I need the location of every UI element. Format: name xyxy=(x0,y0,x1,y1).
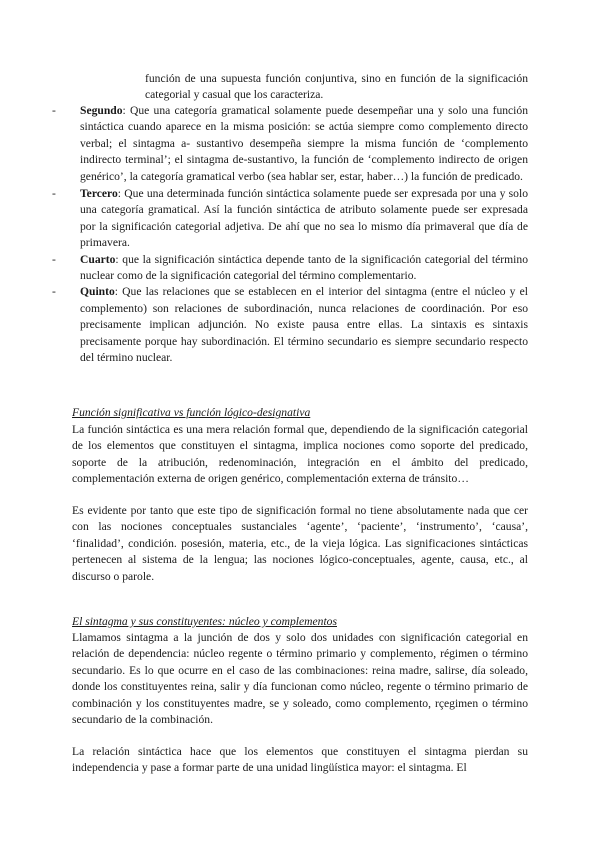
numbered-points-list xyxy=(52,103,528,367)
list-item-text: : Que las relaciones que se establecen en el interior del sintagma (entre el núcleo y el complemento) son relaciones de subordinación, nunca relaciones de coordinación. Por eso precisamente implican adjunción. No existe pausa entre ellas. La sintaxis es sintaxis precisamente porque hay subordinación. El término secundario es siempre secundario respecto del término nuclear. xyxy=(80,285,528,365)
list-item-term: Quinto xyxy=(80,285,115,299)
list-item-text: : Que una categoría gramatical solamente puede desempeñar una y solo una función sintáctica cuando aparece en la misma posición: se actúa siempre como complemento directo verbal; el sintagma a- sustantivo desempeña siempre la misma función de ‘complemento indirecto terminal’; el sintagma de-sustantivo, la función de ‘complemento indirecto de origen genérico’, la categoría gramatical verbo (sea hablar ser, estar, haber…) la función de predicado. xyxy=(80,104,528,183)
section1-paragraph-1: La función sintáctica es una mera relación formal que, dependiendo de la significación categorial de los elementos que constituyen el sintagma, implica nociones como soporte del predicado, soporte de la atribución, redenominación, integración en el ámbito del predicado, complementación externa de origen genérico, complementación externa de tránsito… xyxy=(72,423,528,486)
section1-paragraph-2: Es evidente por tanto que este tipo de significación formal no tiene absolutamente nada que cer con las nociones conceptuales sustanciales ‘agente’, ‘paciente’, ‘instrumento’, ‘causa’, ‘finalidad’, condición. posesión, materia, etc., de la vieja lógica. Las significaciones sintácticas pertenecen al sistema de la lengua; las nociones lógico-conceptuales, agente, causa, etc., al discurso o parole. xyxy=(72,504,528,583)
bullet-dash: - xyxy=(52,252,56,266)
section2-paragraph-2: La relación sintáctica hace que los elementos que constituyen el sintagma pierdan su independencia y pase a formar parte de una unidad lingüística mayor: el sintagma. El xyxy=(72,745,528,775)
list-item xyxy=(52,103,528,185)
section-heading-sintagma: El sintagma y sus constituyentes: núcleo y complementos xyxy=(72,615,337,628)
bullet-dash: - xyxy=(52,104,56,117)
list-item xyxy=(52,284,528,366)
list-item-term: Tercero xyxy=(80,187,118,201)
section2-paragraph-1: Llamamos sintagma a la junción de dos y solo dos unidades con significación categorial en relación de dependencia: núcleo regente o término primario y complemento, régimen o término secundario. Es lo que ocurre en el caso de las combinaciones: reina madre, salirse, día soleado, donde los constituyentes reina, salir y día funcionan como núcleo, regente o término primario de combinación y los constituyentes madre, se y soleado, como complemento, rçegimen o término secundario de la combinación. xyxy=(72,631,528,727)
bullet-dash: - xyxy=(52,285,56,299)
list-item-term: Cuarto xyxy=(80,252,116,266)
list-item-term: Segundo xyxy=(80,104,123,117)
section-heading-function: Función significativa vs función lógico-designativa xyxy=(72,406,311,419)
bullet-dash: - xyxy=(52,187,56,201)
list-item-text: : Que una determinada función sintáctica solamente puede ser expresada por una y solo una categoría gramatical. Así la función sintáctica de atributo solamente puede ser expresada por la significación categorial adjetiva. De ahí que no sea lo mismo día primaveral que día de primavera. xyxy=(80,187,528,250)
list-item xyxy=(52,186,528,252)
continuation-paragraph: función de una supuesta función conjuntiva, sino en función de la significación categorial y casual que los caracteriza. xyxy=(145,72,528,102)
list-item xyxy=(52,252,528,285)
list-item-text: : que la significación sintáctica depende tanto de la significación categorial del término nuclear como de la significación categorial del término complementario. xyxy=(80,252,528,283)
